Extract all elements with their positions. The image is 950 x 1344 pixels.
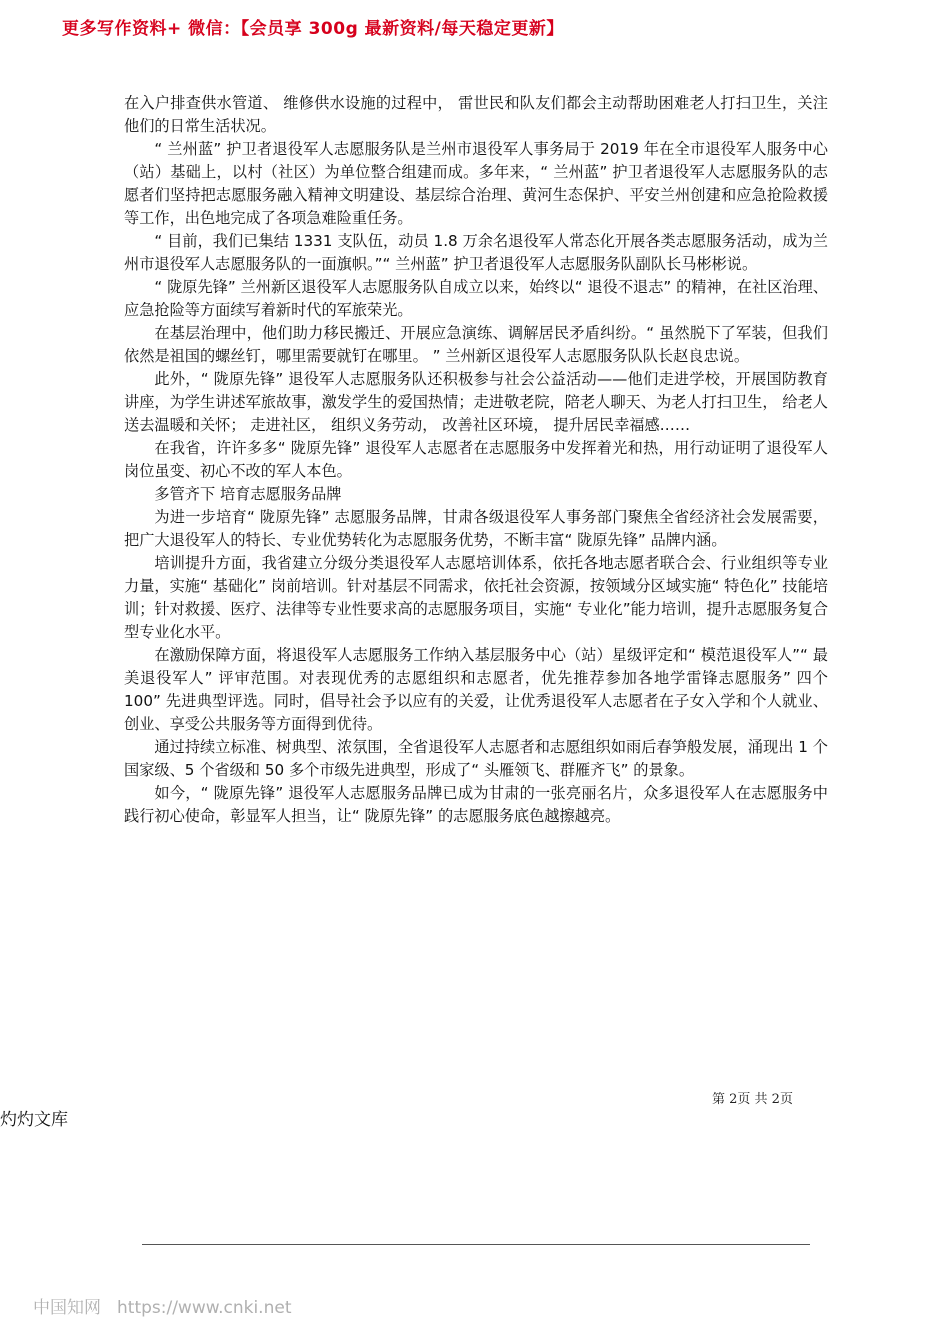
paragraph: “ 目前，我们已集结 1331 支队伍，动员 1.8 万余名退役军人常态化开展各类志愿服务活动，成为兰州市退役军人志愿服务队的一面旗帜。”“ 兰州蓝” 护卫者退役军人志愿服务队副队长马彬彬说。 <box>124 232 828 273</box>
paragraph: 此外，“ 陇原先锋” 退役军人志愿服务队还积极参与社会公益活动——他们走进学校，开展国防教育讲座，为学生讲述军旅故事，激发学生的爱国热情；走进敬老院，陪老人聊天、为老人打扫卫生， 给老人送去温暖和关怀； 走进社区， 组织义务劳动， 改善社区环境， 提升居民幸福感…… <box>124 370 828 434</box>
paragraph: “ 陇原先锋” 兰州新区退役军人志愿服务队自成立以来，始终以“ 退役不退志” 的精神，在社区治理、应急抢险等方面续写着新时代的军旅荣光。 <box>124 278 828 319</box>
paragraph: 培训提升方面，我省建立分级分类退役军人志愿培训体系，依托各地志愿者联合会、行业组织等专业力量，实施“ 基础化” 岗前培训。针对基层不同需求，依托社会资源，按领域分区域实施“ 特色化” 技能培训；针对救援、医疗、法律等专业性要求高的志愿服务项目，实施“ 专业化”能力培训，提升志愿服务复合型专业化水平。 <box>124 554 829 641</box>
article-body <box>124 92 828 828</box>
promo-banner: 更多写作资料+ 微信：【会员享 300g 最新资料/每天稳定更新】 <box>62 19 564 39</box>
paragraph: 在基层治理中，他们助力移民搬迁、开展应急演练、调解居民矛盾纠纷。“ 虽然脱下了军装，但我们依然是祖国的螺丝钉，哪里需要就钉在哪里。 ” 兰州新区退役军人志愿服务队队长赵良忠说。 <box>124 324 828 365</box>
library-label: 灼灼文库 <box>0 1110 68 1130</box>
paragraph: “ 兰州蓝” 护卫者退役军人志愿服务队是兰州市退役军人事务局于 2019 年在全市退役军人服务中心（站）基础上，以村（社区）为单位整合组建而成。多年来，“ 兰州蓝” 护卫者退役军人志愿服务队的志愿者们坚持把志愿服务融入精神文明建设、基层综合治理、黄河生态保护、平安兰州创建和应急抢险救援等工作，出色地完成了各项急难险重任务。 <box>124 140 828 227</box>
watermark <box>33 1293 307 1318</box>
paragraph: 在我省，许许多多“ 陇原先锋” 退役军人志愿者在志愿服务中发挥着光和热，用行动证明了退役军人岗位虽变、初心不改的军人本色。 <box>124 439 828 480</box>
watermark-name: 中国知网 <box>33 1298 101 1318</box>
paragraph: 在激励保障方面，将退役军人志愿服务工作纳入基层服务中心（站）星级评定和“ 模范退役军人”“ 最美退役军人” 评审范围。对表现优秀的志愿组织和志愿者，优先推荐参加各地学雷锋志愿服务” 四个 100” 先进典型评选。同时，倡导社会予以应有的关爱，让优秀退役军人志愿者在子女入学和个人就业、创业、享受公共服务等方面得到优待。 <box>124 646 828 733</box>
page-number: 第 2页 共 2页 <box>712 1092 793 1107</box>
footer-divider <box>142 1244 810 1245</box>
paragraph: 通过持续立标准、树典型、浓氛围，全省退役军人志愿者和志愿组织如雨后春笋般发展，涌现出 1 个国家级、5 个省级和 50 多个市级先进典型，形成了“ 头雁领飞、群雁齐飞” 的景象。 <box>124 738 828 779</box>
watermark-url: https://www.cnki.net <box>117 1298 292 1318</box>
paragraph: 为进一步培育“ 陇原先锋” 志愿服务品牌，甘肃各级退役军人事务部门聚焦全省经济社会发展需要，把广大退役军人的特长、专业优势转化为志愿服务优势，不断丰富“ 陇原先锋” 品牌内涵。 <box>124 508 828 549</box>
paragraph: 如今，“ 陇原先锋” 退役军人志愿服务品牌已成为甘肃的一张亮丽名片，众多退役军人在志愿服务中践行初心使命，彰显军人担当，让“ 陇原先锋” 的志愿服务底色越擦越亮。 <box>124 784 828 825</box>
paragraph: 在入户排查供水管道、 维修供水设施的过程中， 雷世民和队友们都会主动帮助困难老人打扫卫生，关注他们的日常生活状况。 <box>124 94 828 135</box>
section-heading: 多管齐下 培育志愿服务品牌 <box>154 485 342 503</box>
